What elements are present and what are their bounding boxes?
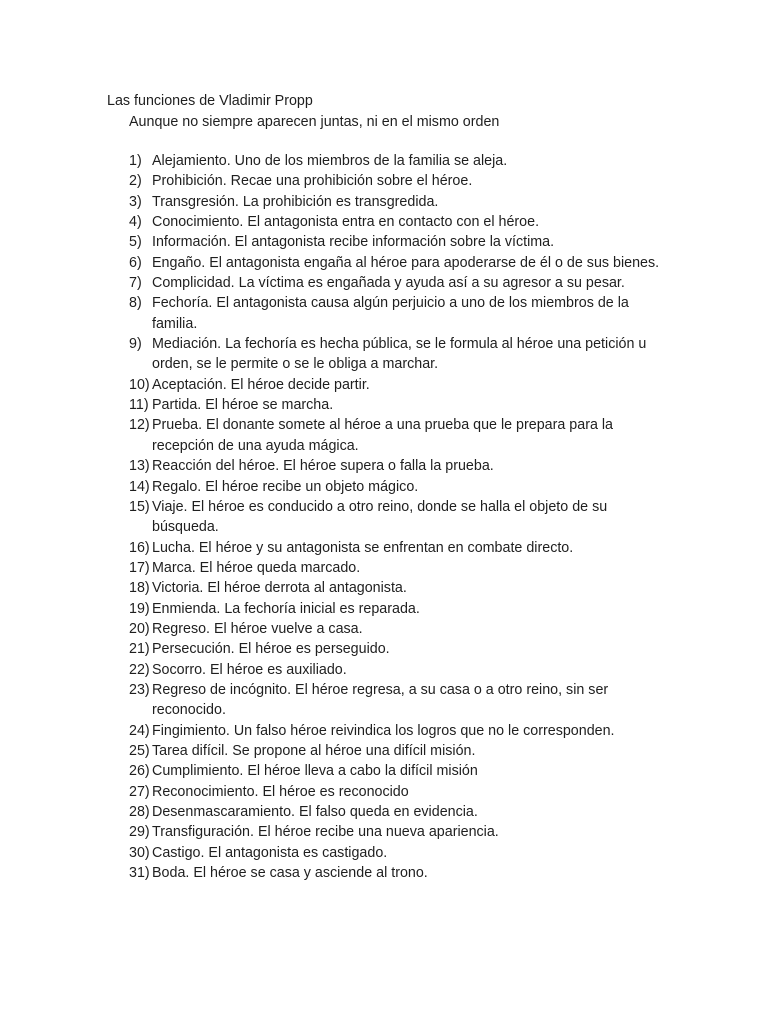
list-item-text: Cumplimiento. El héroe lleva a cabo la difícil misión (152, 763, 478, 780)
list-item (0, 415, 768, 456)
document-title: Las funciones de Vladimir Propp (107, 93, 313, 109)
list-item (0, 212, 768, 232)
list-item-text: Conocimiento. El antagonista entra en contacto con el héroe. (152, 214, 540, 231)
list-item-text: Fechoría. El antagonista causa algún perjuicio a uno de los miembros de la familia. (152, 295, 629, 332)
list-item-number: 11) (129, 397, 149, 414)
list-item (0, 660, 768, 680)
list-item-number: 30) (129, 844, 150, 861)
functions-list (0, 151, 768, 883)
list-item-number: 9) (129, 336, 142, 353)
list-item-number: 24) (129, 722, 150, 739)
list-item-text: Marca. El héroe queda marcado. (152, 559, 361, 576)
list-item (0, 619, 768, 639)
list-item-number: 6) (129, 254, 142, 271)
list-item-text: Engaño. El antagonista engaña al héroe para apoderarse de él o de sus bienes. (152, 254, 660, 271)
list-item (0, 334, 768, 375)
list-item-text: Reconocimiento. El héroe es reconocido (152, 783, 409, 800)
list-item-text: Lucha. El héroe y su antagonista se enfrentan en combate directo. (152, 539, 574, 556)
list-item-number: 25) (129, 742, 150, 759)
list-item-number: 31) (129, 865, 150, 882)
list-item (0, 741, 768, 761)
list-item (0, 253, 768, 273)
list-item (0, 456, 768, 476)
list-item-number: 3) (129, 193, 142, 210)
list-item-text: Regreso. El héroe vuelve a casa. (152, 620, 363, 637)
list-item-number: 1) (129, 153, 142, 169)
list-item-text: Castigo. El antagonista es castigado. (152, 844, 388, 861)
list-item-text: Alejamiento. Uno de los miembros de la familia se aleja. (152, 153, 508, 169)
list-item (0, 761, 768, 781)
list-item-text: Viaje. El héroe es conducido a otro reino, donde se halla el objeto de su búsqueda. (152, 498, 608, 536)
list-item-text: Desenmascaramiento. El falso queda en evidencia. (152, 804, 478, 820)
list-item-text: Transfiguración. El héroe recibe una nueva apariencia. (152, 824, 499, 841)
list-item-number: 20) (129, 620, 150, 637)
list-item-text: Prohibición. Recae una prohibición sobre el héroe. (152, 173, 473, 190)
list-item-number: 19) (129, 600, 150, 617)
list-item (0, 273, 768, 293)
list-item-number: 21) (129, 641, 150, 658)
list-item (0, 599, 768, 619)
list-item-number: 4) (129, 214, 142, 231)
list-item-text: Boda. El héroe se casa y asciende al trono. (152, 865, 428, 882)
list-item (0, 477, 768, 497)
list-item-number: 13) (129, 458, 150, 475)
list-item-text: Información. El antagonista recibe información sobre la víctima. (152, 234, 555, 251)
list-item-text: Socorro. El héroe es auxiliado. (152, 661, 347, 678)
list-item-text: Persecución. El héroe es perseguido. (152, 641, 390, 658)
list-item (0, 843, 768, 863)
list-item-number: 29) (129, 824, 150, 841)
list-item-number: 10) (129, 376, 150, 393)
list-item-number: 28) (129, 804, 150, 820)
list-item-number: 23) (129, 681, 150, 698)
list-item-number: 16) (129, 539, 150, 556)
list-item (0, 192, 768, 212)
list-item-number: 12) (129, 417, 150, 434)
list-item-text: Partida. El héroe se marcha. (152, 397, 334, 414)
list-item (0, 293, 768, 334)
list-item (0, 558, 768, 578)
list-item-number: 26) (129, 763, 150, 780)
list-item (0, 151, 768, 171)
list-item-text: Transgresión. La prohibición es transgredida. (152, 193, 439, 210)
list-item (0, 802, 768, 822)
list-item (0, 497, 768, 538)
list-item-number: 5) (129, 234, 142, 251)
list-item (0, 639, 768, 659)
list-item (0, 863, 768, 883)
list-item-text: Regalo. El héroe recibe un objeto mágico. (152, 478, 419, 495)
list-item-number: 14) (129, 478, 150, 495)
list-item-text: Complicidad. La víctima es engañada y ayuda así a su agresor a su pesar. (152, 275, 625, 292)
list-item (0, 171, 768, 191)
list-item (0, 395, 768, 415)
list-item-text: Tarea difícil. Se propone al héroe una difícil misión. (152, 742, 476, 759)
list-item (0, 822, 768, 842)
list-item-number: 8) (129, 295, 142, 312)
list-item-number: 2) (129, 173, 142, 190)
list-item (0, 232, 768, 252)
list-item (0, 375, 768, 395)
list-item-number: 27) (129, 783, 150, 800)
list-item-text: Enmienda. La fechoría inicial es reparada. (152, 600, 420, 617)
list-item-number: 18) (129, 580, 150, 597)
list-item-text: Victoria. El héroe derrota al antagonista. (152, 580, 407, 597)
list-item-text: Aceptación. El héroe decide partir. (152, 376, 370, 393)
list-item-number: 7) (129, 275, 142, 292)
list-item-text: Regreso de incógnito. El héroe regresa, a su casa o a otro reino, sin ser reconocido. (152, 681, 609, 719)
list-item (0, 721, 768, 741)
document-subtitle: Aunque no siempre aparecen juntas, ni en el mismo orden (129, 114, 500, 130)
list-item (0, 578, 768, 598)
list-item (0, 680, 768, 721)
list-item-text: Mediación. La fechoría es hecha pública, se le formula al héroe una petición u orden, se le permite o se le obliga a marchar. (152, 336, 647, 373)
list-item-number: 17) (129, 559, 150, 576)
list-item-number: 15) (129, 498, 150, 515)
list-item-text: Fingimiento. Un falso héroe reivindica los logros que no le corresponden. (152, 722, 615, 739)
list-item (0, 538, 768, 558)
list-item-text: Prueba. El donante somete al héroe a una prueba que le prepara para la recepción de una ayuda mágica. (152, 417, 614, 454)
list-item-text: Reacción del héroe. El héroe supera o falla la prueba. (152, 458, 494, 475)
list-item-number: 22) (129, 661, 150, 678)
list-item (0, 782, 768, 802)
